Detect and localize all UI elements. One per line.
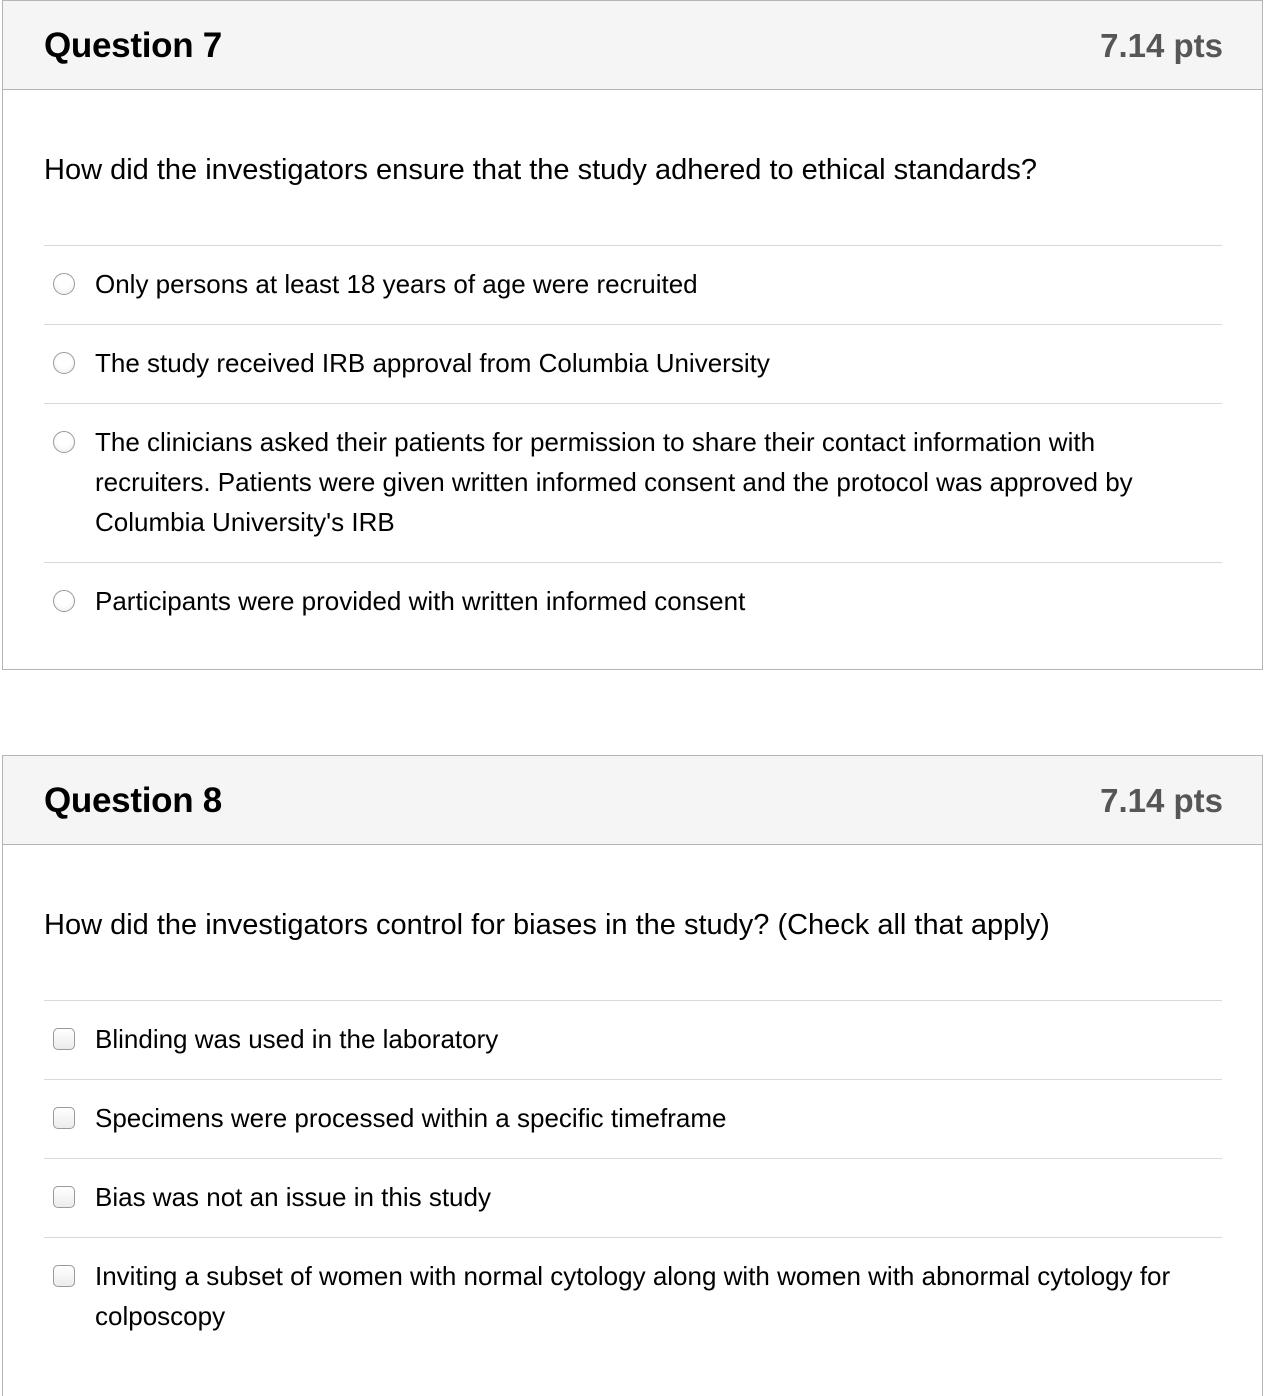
question-title: Question 8: [44, 781, 222, 820]
question-text: How did the investigators control for biases in the study? (Check all that apply): [44, 909, 1050, 941]
answer-label[interactable]: Specimens were processed within a specific timeframe: [95, 1103, 727, 1133]
radio-button-icon[interactable]: [53, 431, 75, 453]
checkbox-icon[interactable]: [53, 1107, 75, 1129]
question-header: [3, 756, 1262, 845]
answer-label[interactable]: The clinicians asked their patients for permission to share their contact information with recruiters. Patients were given written informed consent and the protocol was approved by Columbia University's IRB: [95, 427, 1133, 537]
answer-label[interactable]: Participants were provided with written informed consent: [95, 586, 746, 616]
question-8-card: [2, 755, 1263, 1396]
radio-button-icon[interactable]: [53, 273, 75, 295]
answer-option[interactable]: [44, 562, 1222, 641]
question-points: 7.14 pts: [1100, 782, 1223, 819]
question-text: How did the investigators ensure that the study adhered to ethical standards?: [44, 154, 1038, 186]
checkbox-icon[interactable]: [53, 1186, 75, 1208]
radio-button-icon[interactable]: [53, 352, 75, 374]
answer-option[interactable]: [44, 1237, 1222, 1356]
answer-label[interactable]: Blinding was used in the laboratory: [95, 1024, 499, 1054]
answer-label[interactable]: The study received IRB approval from Columbia University: [95, 348, 770, 378]
answer-label[interactable]: Only persons at least 18 years of age were recruited: [95, 269, 698, 299]
answer-option[interactable]: [44, 403, 1222, 562]
answer-label[interactable]: Inviting a subset of women with normal cytology along with women with abnormal cytology for colposcopy: [95, 1261, 1171, 1331]
question-header: [3, 1, 1262, 90]
answer-option[interactable]: [44, 1079, 1222, 1158]
answer-label[interactable]: Bias was not an issue in this study: [95, 1182, 491, 1212]
radio-button-icon[interactable]: [53, 590, 75, 612]
answer-list: [44, 245, 1222, 641]
answer-option[interactable]: [44, 245, 1222, 324]
answer-option[interactable]: [44, 1000, 1222, 1079]
checkbox-icon[interactable]: [53, 1028, 75, 1050]
answer-option[interactable]: [44, 324, 1222, 403]
answer-list: [44, 1000, 1222, 1356]
question-7-card: [2, 0, 1263, 670]
question-points: 7.14 pts: [1100, 27, 1223, 64]
question-title: Question 7: [44, 26, 222, 65]
checkbox-icon[interactable]: [53, 1265, 75, 1287]
answer-option[interactable]: [44, 1158, 1222, 1237]
